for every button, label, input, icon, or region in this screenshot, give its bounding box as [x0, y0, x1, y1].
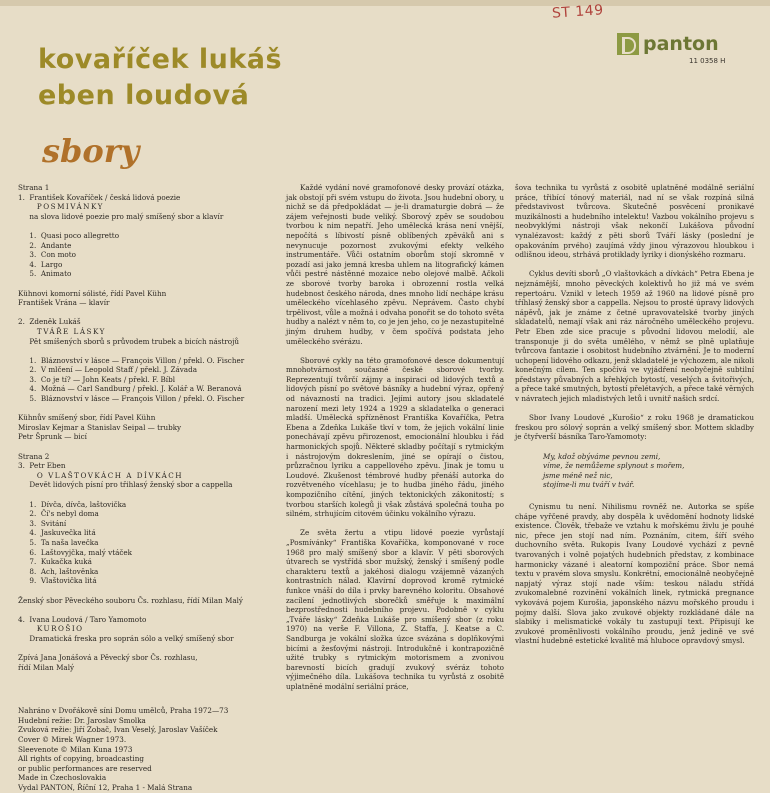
tracklist-line: Strana 1	[18, 183, 50, 192]
tracklist-line: 1. Dívča, dívča, laštovička	[18, 499, 127, 509]
tracklist-line: Petr Šprunk — bicí	[18, 432, 87, 442]
tracklist-line: 4. Jaskuvečka litá	[18, 528, 96, 538]
tracklist-line: Zpívá Jana Jonášová a Pěvecký sbor Čs. rozhlasu,	[18, 653, 198, 663]
composer-names	[38, 42, 282, 114]
tracklist-line: O VLAŠTOVKÁCH A DÍVKÁCH	[18, 470, 184, 480]
credit-line: Made in Czechoslovakia	[18, 773, 107, 783]
label-name: panton	[643, 33, 719, 55]
tracklist-line: Dramatická freska pro soprán sólo a velký smíšený sbor	[18, 633, 234, 643]
tracklist-line: 4. Ivana Loudová / Taro Yamomoto	[18, 614, 147, 624]
tracklist	[18, 183, 254, 672]
spacer	[18, 644, 254, 654]
tracklist-line: Miroslav Kejmar a Stanislav Seipal — trubky	[18, 422, 182, 432]
tracklist-line: 3. Petr Eben	[18, 461, 66, 471]
tracklist-line: TVÁŘE LÁSKY	[18, 326, 106, 336]
spacer	[18, 346, 254, 356]
spacer	[18, 221, 254, 231]
liner-notes-column-1	[286, 183, 504, 701]
liner-paragraph: šova technika tu vyrůstá z osobitě uplatněné modálně seriální práce, třibící tónový materiál, nad ní se však rozpíná silná představivost tvůrcova. Skutečně posvěcení pronikavé muzikálnosti a hudebního intelektu! Vazbou vokálního projevu s neobvyklými nástroji však nekončí Lukášova původní vynalézavost: každý z pěti sborů Tváří lásky (poslední je opakováním prvého) zaujímá vždy jinou výrazovou hloubkou i odlišnou ideou, strhává protiklady lyriky i dionýského rozmaru.	[515, 183, 754, 260]
tracklist-line: Strana 2	[18, 451, 50, 461]
panton-logo	[617, 33, 723, 57]
panton-logo-icon	[617, 33, 639, 55]
composer-line-2: eben loudová	[38, 80, 250, 111]
tracklist-line: 2. Čí's nebyl doma	[18, 509, 99, 519]
tracklist-line: 1. Quasi poco allegretto	[18, 230, 120, 240]
tracklist-line: František Vrána — klavír	[18, 298, 110, 308]
credit-line: or public performances are reserved	[18, 763, 152, 773]
tracklist-line: Pět smíšených sborů s průvodem trubek a bicích nástrojů	[18, 336, 239, 346]
top-band	[0, 0, 770, 6]
tracklist-line: 4. Largo	[18, 259, 63, 269]
tracklist-line: Devět lidových písní pro třihlasý ženský sbor a cappella	[18, 480, 233, 490]
tracklist-line: KUROŠIO	[18, 624, 84, 634]
liner-paragraphs	[515, 269, 754, 442]
liner-notes-column-2	[515, 183, 754, 656]
liner-paragraph: Sbor Ivany Loudové „Kurošio“ z roku 1968 je dramatickou freskou pro sólový soprán a velký smíšený sbor. Mottem skladby je čtyřverší básníka Taro-Yamomoty:	[515, 413, 754, 442]
tracklist-line: 3. Con moto	[18, 250, 76, 260]
poem-line: stojíme-li mu tváří v tvář.	[543, 480, 635, 490]
tracklist-line: na slova lidové poezie pro malý smíšený sbor a klavír	[18, 211, 224, 221]
credit-line: Vydal PANTON, Říční 12, Praha 1 - Malá Strana	[18, 783, 193, 793]
liner-paragraph: Cynismu tu není. Nihilismu rovněž ne. Autorka se spíše chápe vyřčené pravdy, aby dospěla k uvědomění hodnoty lidské existence. Člověk, třebaže ve vztahu k mořskému živlu je pouhé nic, přece jen stojí nad ním. Poznáním, citem, šíří svého duchovního světa. Rukopis Ivany Loudové vychází z pevně tvarovaných i volně pojatých hudebních představ, z kombinace harmonicky vázané i aleatorní kompoziční práce. Sbor nemá textu v pravém slova smyslu. Konkrétní, emocionálně neobyčejně napjatý výraz stojí nade vším: teskou náladu střídá zvukomalebné rozvinění vokálních linek, rytmická pregnance vykovává pojem Kurošia, japonského názvu mořského proudu i pojmy další. Slova jako zvukové objekty rozkládané dále na slabiky i melismatické vokály tu zastupují text. Připisují ke zvukové proměnlivosti vokálního proudu, jenž jedině ve své vlastní hudebně estetické kvalitě má hluboce opravdový smysl.	[515, 502, 754, 646]
tracklist-column	[18, 183, 254, 793]
tracklist-line: 5. Animato	[18, 269, 72, 279]
tracklist-line: 1. František Kovaříček / česká lidová poezie	[18, 192, 181, 202]
poem-line: víme, že nemůžeme splynout s mořem,	[543, 461, 685, 471]
credit-line: Cover © Mirek Wagner 1973.	[18, 735, 127, 745]
tracklist-line: 2. Andante	[18, 240, 72, 250]
liner-paragraph: Každé vydání nové gramofonové desky provází otázka, jak obstojí při svém vstupu do života. Jsou hudební obory, u nichž se dá předpokládat — je-li dramaturgie dobrá — že zájem veřejnosti bude veliký. Sborový zpěv se soudobou tvorbou k nim nepatří. Jeho umělecká krása není vnější, nepočítá s líbivostí písně oblíbených zpěváků ani s nevynucuje pozornost zvukovými efekty velkého instrumentáře. Vůči ostatním oborům stojí skromně v pozadí asi jako jemná kresba uhlem na litografický kámen vůči pestré nástěnné mozaice nebo olejové malbě. Ačkoli ze sborové tvorby baroka i obrozenní rostla velká hudebnost českého národa, dnes mnoho lidí nechápe krásu uměleckého vícehlasého zpěvu. Neprávem. Často chybí trpělivost, vůle a možná i odvaha ponořit se do tohoto světa hudby a nalézt v něm to, co je jen jeho, co je nezastupitelné jiným druhem hudby, v čem spočívá podstata jeho uměleckého svérázu.	[286, 183, 504, 346]
tracklist-line: řídí Milan Malý	[18, 662, 75, 672]
spacer	[18, 442, 254, 452]
credit-line: Hudební režie: Dr. Jaroslav Smolka	[18, 715, 146, 725]
credits	[18, 706, 254, 792]
poem-line: My, kdož obýváme pevnou zemi,	[543, 451, 661, 461]
catalog-number: 11 0358 H	[689, 57, 726, 65]
credit-line: Zvuková režie: Jiří Zobač, Ivan Veselý, Jaroslav Vašíček	[18, 725, 218, 735]
tracklist-line: 3. Co je tí? — John Keats / překl. F. Bíbl	[18, 374, 175, 384]
tracklist-line: Kühnův smíšený sbor, řídí Pavel Kühn	[18, 413, 156, 423]
tracklist-line: POSMIVÁNKY	[18, 202, 104, 212]
credit-line: Sleevenote © Milan Kuna 1973	[18, 744, 133, 754]
liner-paragraph: Cyklus devíti sborů „O vlaštovkách a dívkách“ Petra Ebena je nejznámější, mnoho pěveckých kolektivů ho již má ve svém repertoáru. Vznikl v letech 1959 až 1960 na lidové písně pro tříhlasý ženský sbor a cappella. Nejsou to prosté úpravy lidových nápěvů, jak je známe z četné upravovatelské tvorby jiných skladatelů, nemají však ani ráz náročného uměleckého projevu. Petr Eben zde sice pracuje s původní lidovou melodií, ale transponuje ji do světa umělého, v němž se plně uplatňuje tvůrcova fantazie i osobitost hudebního ztvárnění. Je to moderní uchopení lidového odkazu, jenž skladatelé je výchozem, ale nikoli konečným cílem. Ten spočívá ve vyjádření neobyčejně subtilní představy půvabných a křehkých bytostí, veselých a švitořivých, a přece také smutných, bytostí přelétavých, a přece také věrných v návratech jejich mladistvých letů i uvnitř našich srdcí.	[515, 269, 754, 404]
tracklist-line: 9. Vlaštovička litá	[18, 576, 97, 586]
tracklist-line: 5. Bláznovství v lásce — François Villon / překl. O. Fischer	[18, 394, 245, 404]
composer-line-1: kovaříček lukáš	[38, 44, 283, 75]
spacer	[18, 308, 254, 318]
tracklist-line: 6. Laštovyjčka, malý vtáček	[18, 547, 133, 557]
tracklist-line: 5. Ta naša lavečka	[18, 537, 99, 547]
tracklist-line: 7. Kukačka kuká	[18, 557, 92, 567]
credit-line: Nahráno v Dvořákově síni Domu umělců, Praha 1972—73	[18, 706, 229, 716]
tracklist-line: 3. Svitání	[18, 518, 67, 528]
liner-paragraph: Ze světa žertu a vtipu lidové poezie vyrůstají „Posmívánky“ Františka Kovaříčka, komponované v roce 1968 pro malý smíšený sbor a klavír. V pěti sborových útvarech se vystřídá sbor mužský, ženský i smíšený podle charakteru textů a jakéhosi dialogu vzájemně vázaných kontrastních nálad. Klavírní doprovod kromě rytmické funkce vnáší do díla i prvky barevného koloritu. Obsahové zacílení jednotlivých sborečků směřuje k maximální bezprostřednosti hudebního projevu. Podobně v cyklu „Tváře lásky“ Zdeňka Lukáše pro smíšený sbor (z roku 1970) na verše F. Villona, Z. Staffa, J. Keatse a C. Sandburga je vokální složka úzce svázána s doplňkovými bicími a žesťovými nástroji. Introdukčně i kontrapozičně užité trubky s rytmickým motorismem a zvonivou barevností bicích gradují zvukový svéráz tohoto výjimečného díla. Lukášova technika tu vyrůstá z osobitě uplatněné modální seriální práce,	[286, 528, 504, 691]
spacer	[18, 279, 254, 289]
tracklist-line: Ženský sbor Pěveckého souboru Čs. rozhlasu, řídí Milan Malý	[18, 595, 243, 605]
handwritten-catalog-mark: ST 149	[551, 2, 605, 22]
tracklist-line: Kühnovi komorní sólisté, řídí Pavel Kühn	[18, 288, 167, 298]
tracklist-line: 2. V mlčení — Leopold Staff / překl. J. Závada	[18, 365, 197, 375]
tracklist-line: 1. Bláznovství v lásce — François Villon / překl. O. Fischer	[18, 355, 245, 365]
album-title: sbory	[42, 132, 140, 170]
poem-line: jsme méně než nic,	[543, 470, 613, 480]
spacer	[18, 605, 254, 615]
liner-paragraph: Sborové cykly na této gramofonové desce dokumentují mnohotvárnost současné české sborové tvorby. Reprezentují tvůrčí zájmy a inspiraci od lidových textů a lidových písní po světové básníky a hudební výraz, opřený od návazností na tradici. Jejími autory jsou skladatelé narození mezi lety 1924 a 1929 a skladatelka o generaci mladší. Umělecká spřízněnost Františka Kovaříčka, Petra Ebena a Zdeňka Lukáše tkví v tom, že jejich vokální linie ponechávají zpěvu přirozenost, emocionální hloubku i řád harmonických spojů. Některé skladby počítají s rytmickým i nástrojovým dokreslením, jiné se opírají o čistou, průzračnou lyriku a cappellového zpěvu. Jinak je tomu u Loudové. Zkušenost témbrové hudby přenáší autorka do rozvětveného vícehlasu; je to hudba jiného řádu, jiného kompozičního cítění, jiných tektonických zákonitostí; s tvorbou starších kolegů ji však zůstává společná touha po silném, strhujícím citovém účinku vokálního výrazu.	[286, 355, 504, 519]
tracklist-line: 8. Ach, laštověnka	[18, 566, 99, 576]
spacer	[18, 586, 254, 596]
tracklist-line: 2. Zdeněk Lukáš	[18, 317, 81, 327]
tracklist-line: 4. Možná — Carl Sandburg / překl. J. Kolář a W. Beranová	[18, 384, 242, 394]
spacer	[18, 490, 254, 500]
credit-line: All rights of copying, broadcasting	[18, 754, 144, 764]
poem-quote	[543, 452, 754, 490]
spacer	[18, 404, 254, 414]
